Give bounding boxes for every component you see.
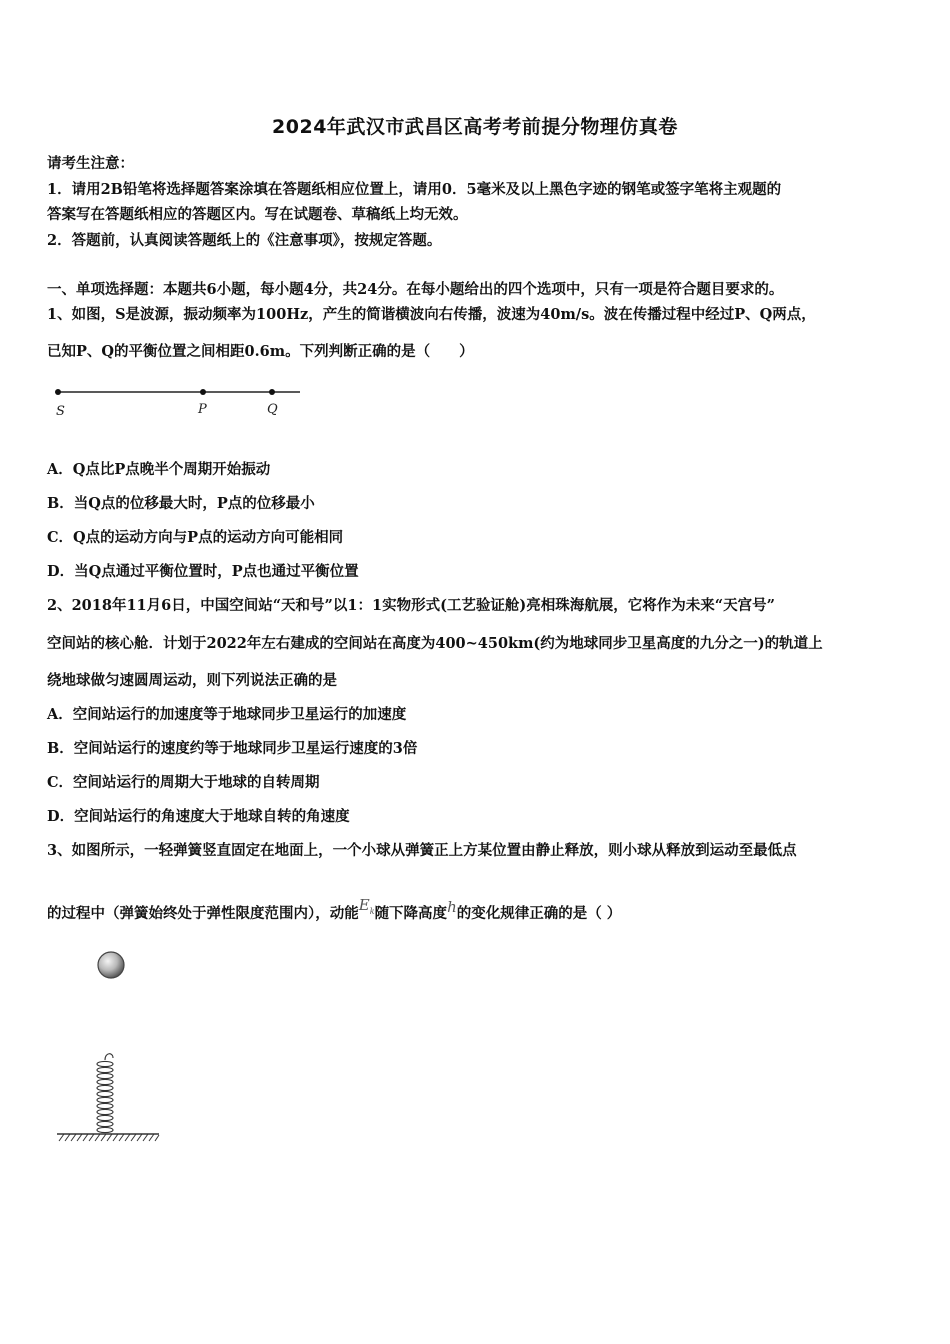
q2-option-b: B．空间站运行的速度约等于地球同步卫星运行速度的3倍: [47, 740, 418, 757]
spring-icon: [97, 1054, 113, 1133]
q1-option-a: A．Q点比P点晚半个周期开始振动: [47, 461, 271, 478]
q2-stem-line2: 空间站的核心舱．计划于2022年左右建成的空间站在高度为400~450km(约为地球同步卫星高度的九分之一)的轨道上: [47, 635, 823, 652]
point-p: [200, 389, 206, 395]
q3-stem-part-c: 的变化规律正确的是（ ）: [456, 905, 622, 922]
h-symbol: h: [447, 898, 457, 916]
q3-stem-part-a: 的过程中（弹簧始终处于弹性限度范围内），动能: [47, 905, 359, 922]
ek-letter: E: [358, 896, 370, 914]
ek-symbol: [359, 896, 375, 914]
ball-icon: [98, 952, 124, 978]
q1-stem-line1: 1、如图，S是波源，振动频率为100Hz，产生的简谐横波向右传播，波速为40m/s。波在传播过程中经过P、Q两点，: [47, 306, 816, 323]
q1-stem-line2: 已知P、Q的平衡位置之间相距0.6m。下列判断正确的是（ ）: [47, 343, 474, 360]
q1-option-c: C．Q点的运动方向与P点的运动方向可能相同: [47, 529, 344, 546]
point-q: [269, 389, 275, 395]
ground-icon: [57, 1134, 159, 1141]
label-q: Q: [267, 402, 278, 417]
q1-option-b: B．当Q点的位移最大时，P点的位移最小: [47, 495, 315, 512]
q2-stem-line1: 2、2018年11月6日，中国空间站“天和号”以1：1实物形式(工艺验证舱)亮相珠海航展，它将作为未来“天宫号”: [47, 597, 775, 614]
q3-stem-line2: [47, 896, 622, 924]
notice-heading: 请考生注意：: [47, 155, 134, 172]
q1-option-d: D．当Q点通过平衡位置时，P点也通过平衡位置: [47, 563, 359, 580]
notice-item-1-cont: 答案写在答题纸相应的答题区内。写在试题卷、草稿纸上均无效。: [47, 206, 468, 223]
q2-stem-line3: 绕地球做匀速圆周运动，则下列说法正确的是: [47, 672, 337, 689]
notice-item-2: 2．答题前，认真阅读答题纸上的《注意事项》，按规定答题。: [47, 232, 442, 249]
q2-option-c: C．空间站运行的周期大于地球的自转周期: [47, 774, 320, 791]
spring-figure: [55, 948, 165, 1148]
q3-stem-line1: 3、如图所示，一轻弹簧竖直固定在地面上，一个小球从弹簧正上方某位置由静止释放，则小球从释放到运动至最低点: [47, 842, 797, 859]
label-s: S: [56, 404, 65, 419]
label-p: P: [198, 402, 207, 417]
ek-subscript: k: [369, 907, 375, 916]
q2-option-d: D．空间站运行的角速度大于地球自转的角速度: [47, 808, 350, 825]
q2-option-a: A．空间站运行的加速度等于地球同步卫星运行的加速度: [47, 706, 407, 723]
point-s: [55, 389, 61, 395]
wave-figure: [48, 380, 318, 420]
q3-stem-part-b: 随下降高度: [374, 905, 448, 922]
notice-item-1: 1．请用2B铅笔将选择题答案涂填在答题纸相应位置上，请用0．5毫米及以上黑色字迹的钢笔或签字笔将主观题的: [47, 181, 782, 198]
page-title: 2024年武汉市武昌区高考考前提分物理仿真卷: [272, 116, 678, 138]
section-heading: 一、单项选择题：本题共6小题，每小题4分，共24分。在每小题给出的四个选项中，只有一项是符合题目要求的。: [47, 281, 784, 298]
